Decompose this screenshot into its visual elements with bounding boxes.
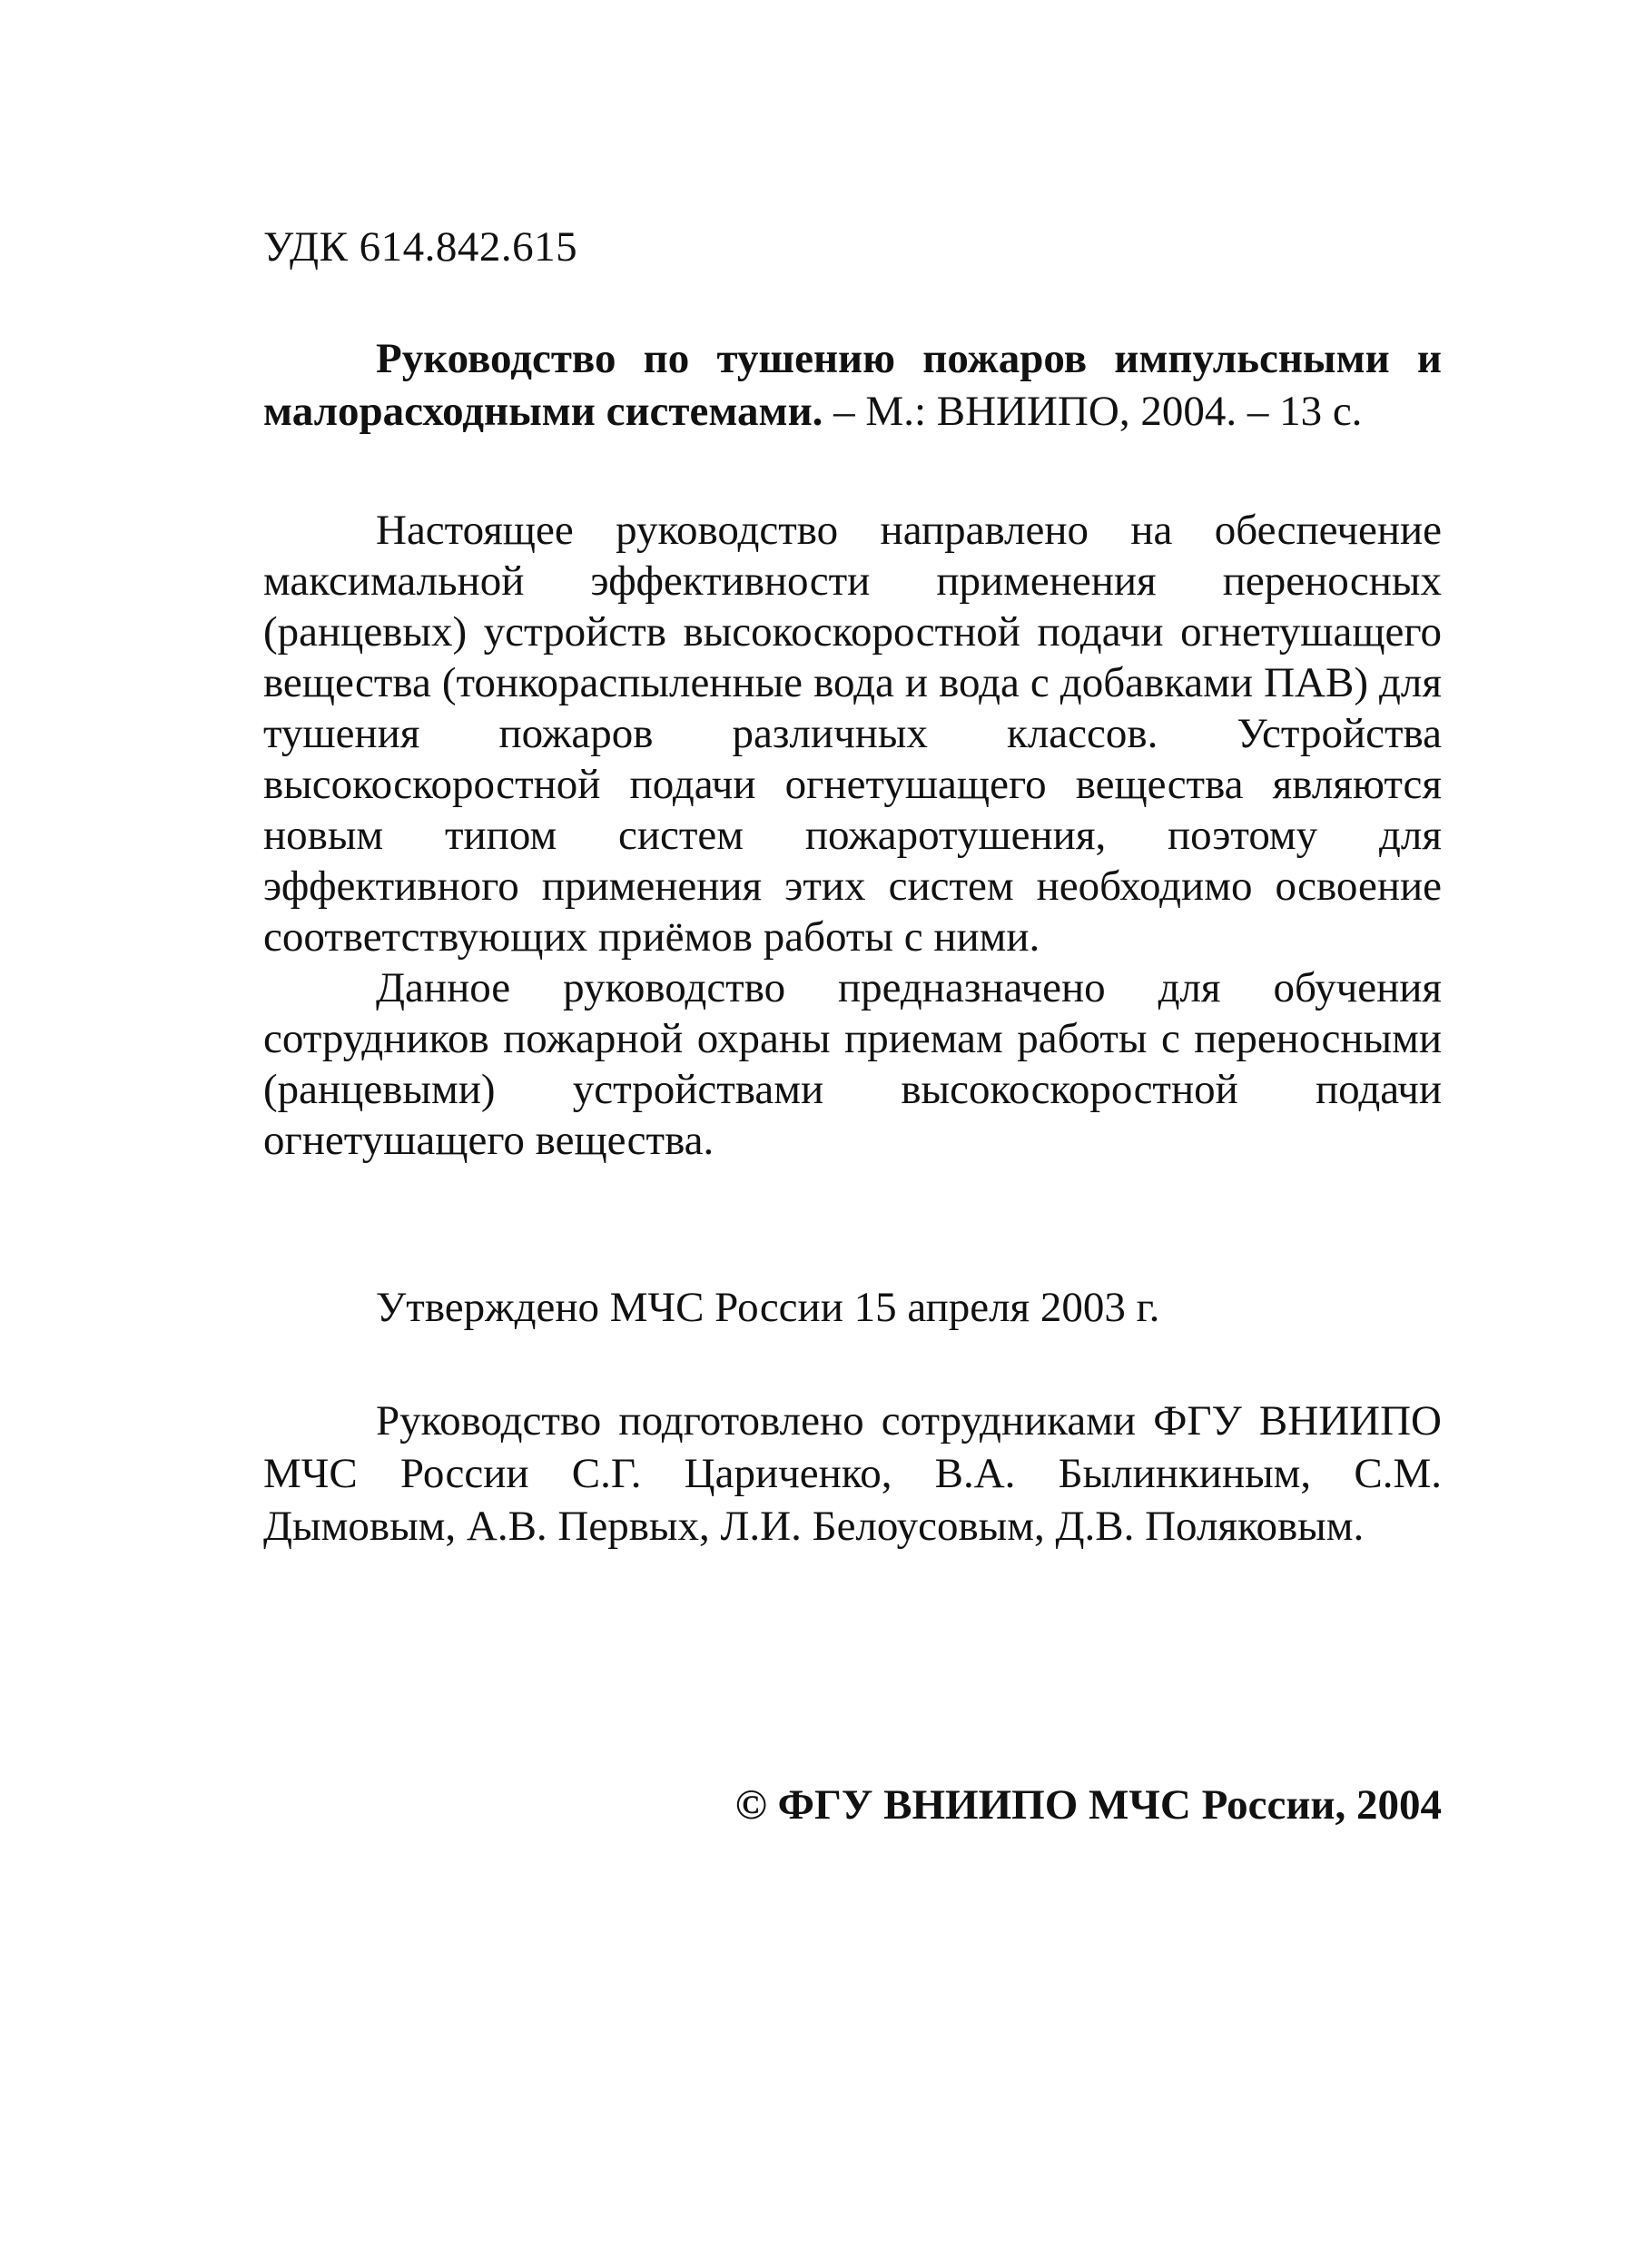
bibliographic-record <box>263 332 1442 438</box>
udk-code: УДК 614.842.615 <box>263 223 578 271</box>
annotation-paragraph: Данное руководство предназначено для обучения сотрудников пожарной охраны приемам работы с переносными (ранцевыми) устройствами высокоскоростной подачи огнетушащего вещества. <box>263 964 1442 1164</box>
annotation-paragraph: Настоящее руководство направлено на обеспечение максимальной эффективности применения переносных (ранцевых) устройств высокоскоростной подачи огнетушащего вещества (тонкораспыленные вода и вода с добавками ПАВ) для тушения пожаров различных классов. Устройства высокоскоростной подачи огнетушащего вещества являются новым типом систем пожаротушения, поэтому для эффективного применения этих систем необходимо освоение соответствующих приёмов работы с ними. <box>263 507 1442 961</box>
document-title: Руководство по тушению пожаров импульсными и малорасходными системами. <box>263 335 1442 435</box>
approval-note: Утверждено МЧС России 15 апреля 2003 г. <box>376 1284 1160 1331</box>
imprint-details: – М.: ВНИИПО, 2004. – 13 с. <box>823 388 1363 435</box>
annotation <box>263 505 1442 1166</box>
authors-note: Руководство подготовлено сотрудниками ФГУ ВНИИПО МЧС России С.Г. Цариченко, В.А. Былинкиным, С.М. Дымовым, А.В. Первых, Л.И. Белоусовым, Д.В. Поляковым. <box>263 1397 1442 1550</box>
copyright-notice: © ФГУ ВНИИПО МЧС России, 2004 <box>734 1781 1442 1829</box>
